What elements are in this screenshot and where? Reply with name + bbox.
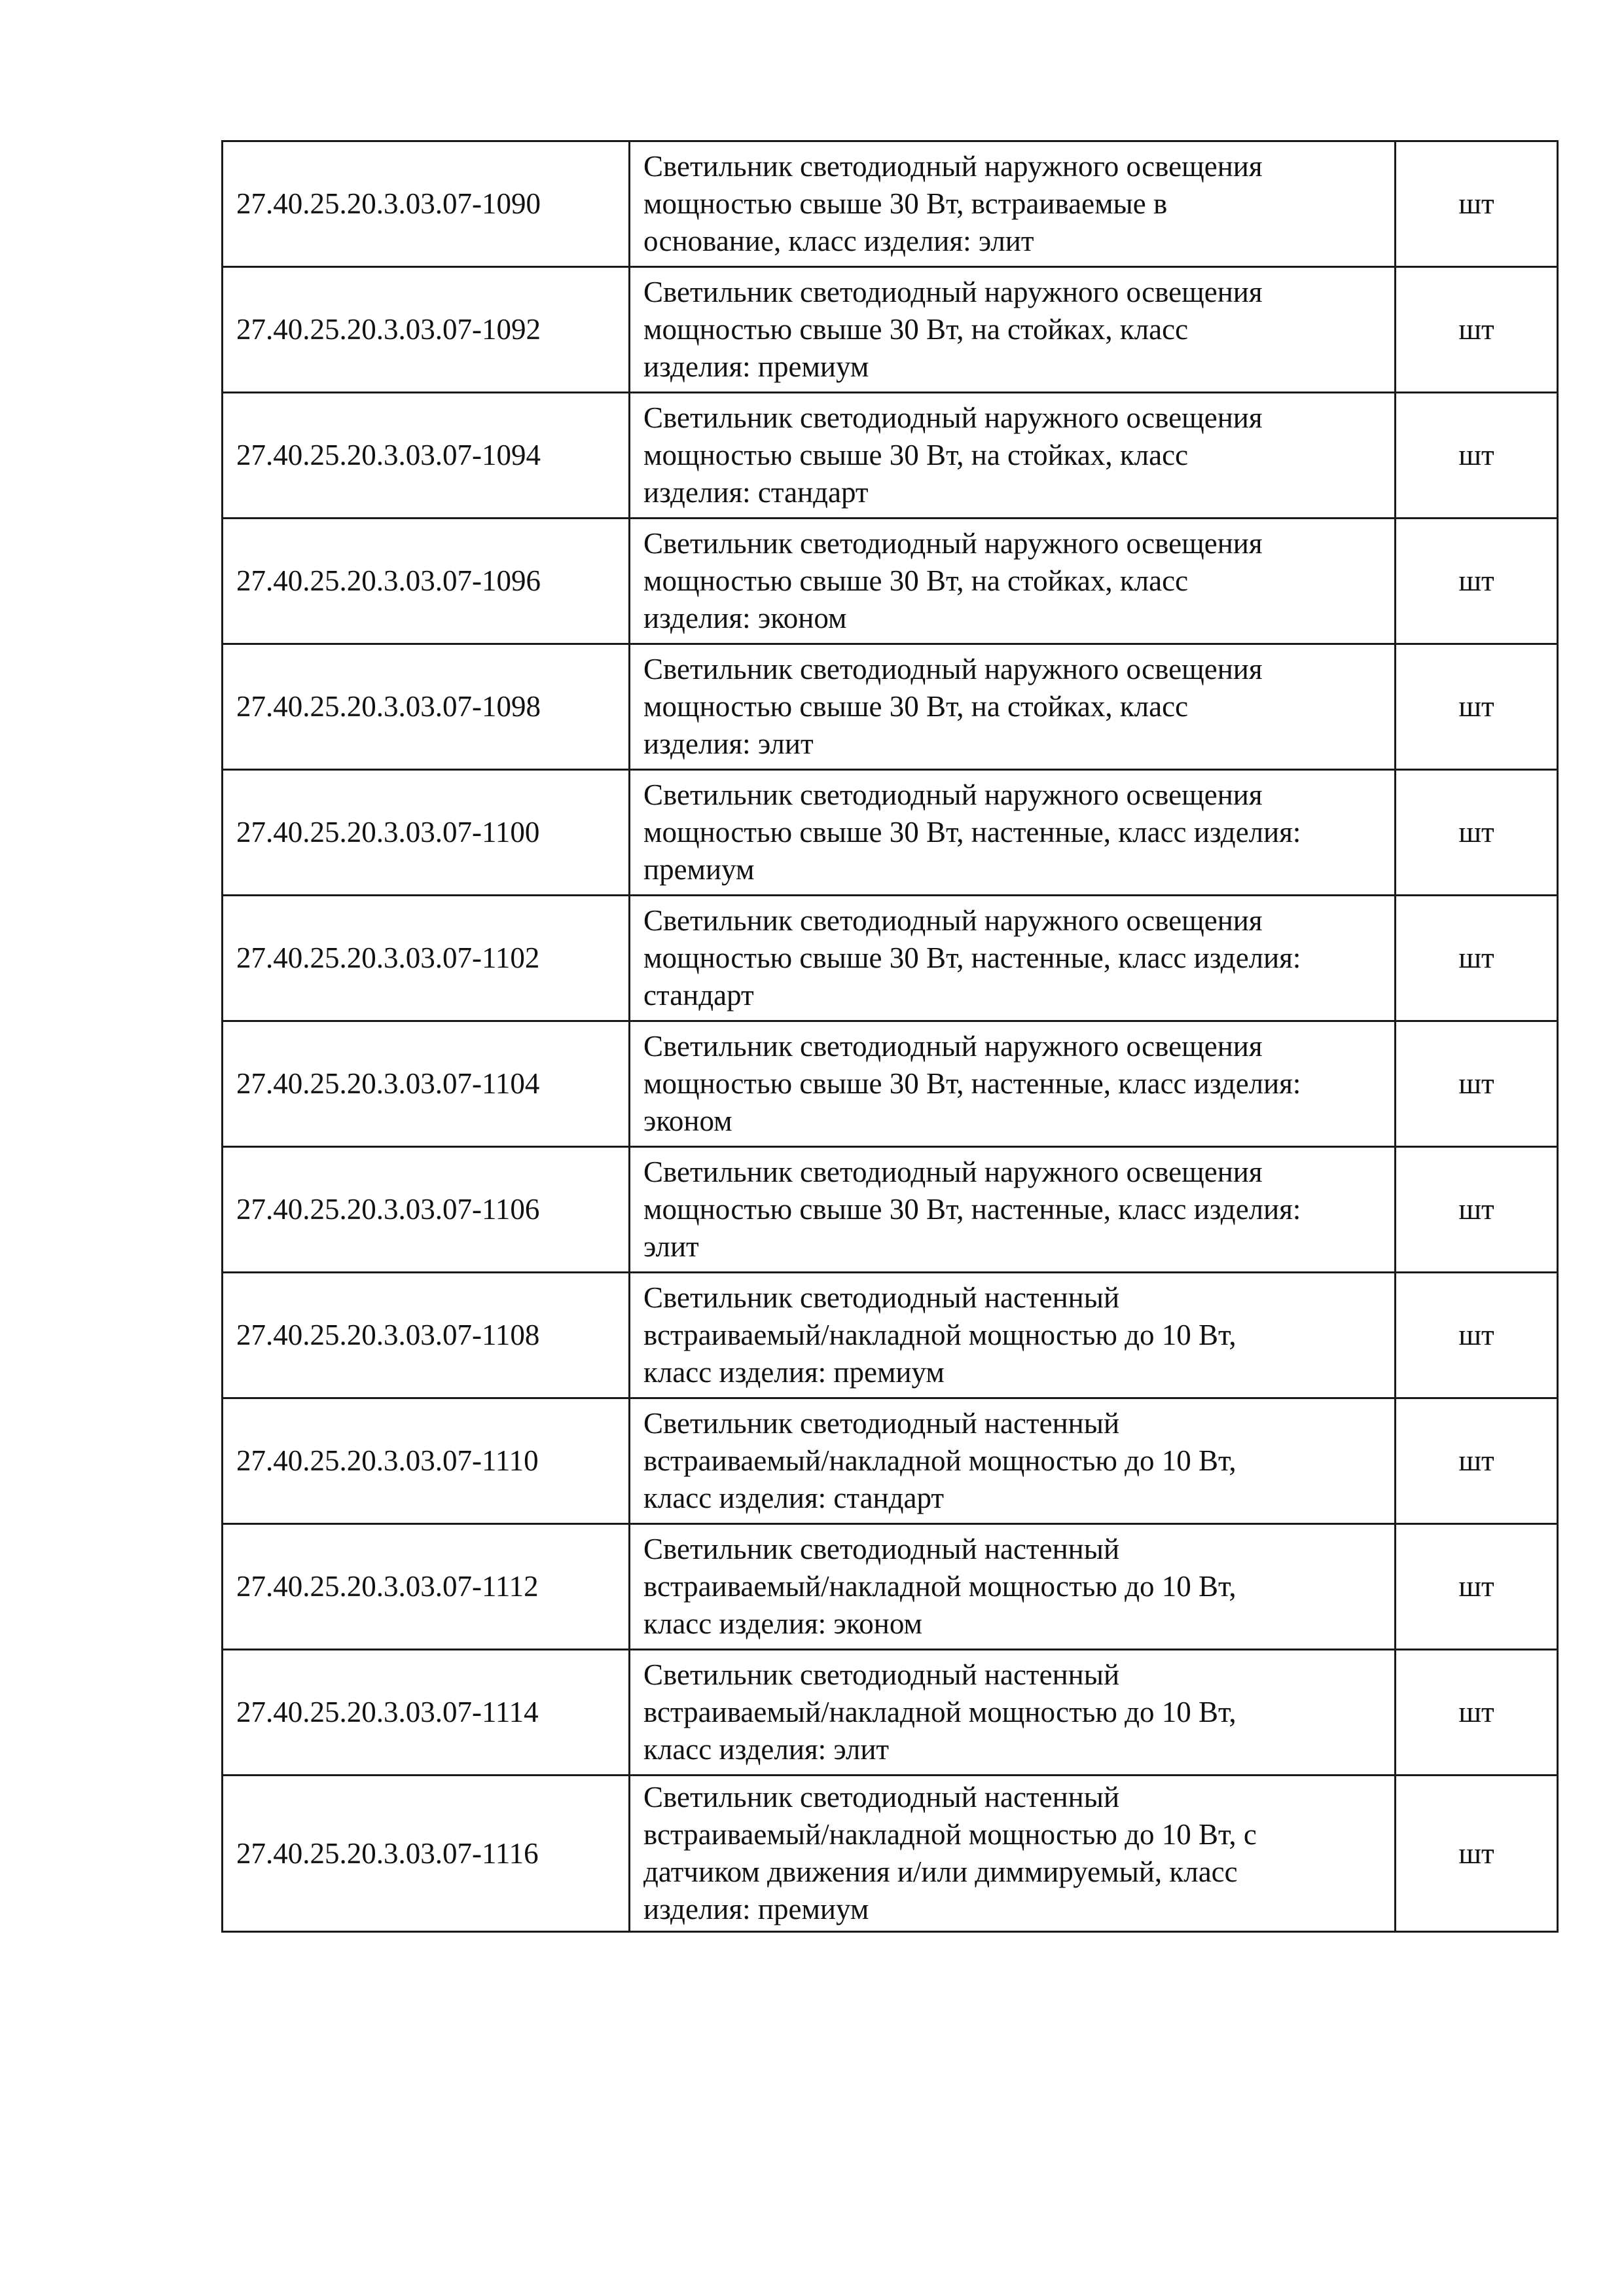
table-row [223,393,1558,519]
description-line: класс изделия: эконом [643,1607,922,1640]
item-description-cell [630,1147,1396,1273]
item-description-cell [630,267,1396,393]
description-line: мощностью свыше 30 Вт, настенные, класс изделия: [643,941,1301,974]
item-description-cell [630,1776,1396,1932]
description-line: элит [643,1230,699,1263]
description-line: Светильник светодиодный наружного освещения [643,150,1263,183]
description-line: эконом [643,1104,732,1137]
description-line: Светильник светодиодный наружного освещения [643,653,1263,685]
unit-cell: шт [1396,1776,1558,1932]
unit-cell: шт [1396,1273,1558,1398]
description-line: мощностью свыше 30 Вт, на стойках, класс [643,313,1189,346]
item-code-cell: 27.40.25.20.3.03.07-1114 [223,1650,630,1776]
description-line: класс изделия: премиум [643,1356,945,1389]
table-row [223,644,1558,770]
table-row [223,519,1558,644]
item-code-cell: 27.40.25.20.3.03.07-1102 [223,896,630,1021]
item-code-cell: 27.40.25.20.3.03.07-1096 [223,519,630,644]
item-description-cell [630,1273,1396,1398]
item-code-cell: 27.40.25.20.3.03.07-1110 [223,1398,630,1524]
unit-cell: шт [1396,644,1558,770]
description-line: мощностью свыше 30 Вт, настенные, класс изделия: [643,816,1301,848]
item-code-cell: 27.40.25.20.3.03.07-1104 [223,1021,630,1147]
table-row [223,1273,1558,1398]
description-line: встраиваемый/накладной мощностью до 10 Вт, с [643,1818,1257,1851]
description-line: премиум [643,853,755,886]
unit-cell: шт [1396,141,1558,267]
item-description-cell [630,644,1396,770]
description-line: изделия: стандарт [643,476,869,509]
description-line: мощностью свыше 30 Вт, настенные, класс изделия: [643,1193,1301,1226]
description-line: мощностью свыше 30 Вт, на стойках, класс [643,439,1189,471]
item-code-cell: 27.40.25.20.3.03.07-1090 [223,141,630,267]
description-line: изделия: эконом [643,602,847,634]
description-line: Светильник светодиодный наружного освещения [643,276,1263,308]
item-description-cell [630,519,1396,644]
table-row [223,1021,1558,1147]
description-line: изделия: премиум [643,350,869,383]
description-line: Светильник светодиодный наружного освещения [643,778,1263,811]
item-description-cell [630,393,1396,519]
item-code-cell: 27.40.25.20.3.03.07-1116 [223,1776,630,1932]
description-line: Светильник светодиодный наружного освещения [643,527,1263,560]
description-line: мощностью свыше 30 Вт, на стойках, класс [643,564,1189,597]
description-line: изделия: элит [643,727,814,760]
item-description-cell [630,1021,1396,1147]
description-line: датчиком движения и/или диммируемый, класс [643,1855,1238,1888]
unit-cell: шт [1396,1147,1558,1273]
item-description-cell [630,770,1396,896]
description-line: встраиваемый/накладной мощностью до 10 Вт, [643,1444,1236,1477]
description-line: встраиваемый/накладной мощностью до 10 Вт, [643,1570,1236,1603]
item-code-cell: 27.40.25.20.3.03.07-1108 [223,1273,630,1398]
unit-cell: шт [1396,267,1558,393]
description-line: Светильник светодиодный наружного освещения [643,1030,1263,1063]
unit-cell: шт [1396,1650,1558,1776]
table-row [223,1776,1558,1932]
table-row [223,1398,1558,1524]
item-code-cell: 27.40.25.20.3.03.07-1094 [223,393,630,519]
table-row [223,267,1558,393]
unit-cell: шт [1396,1524,1558,1650]
description-line: основание, класс изделия: элит [643,225,1034,257]
item-description-cell [630,896,1396,1021]
description-line: Светильник светодиодный настенный [643,1407,1120,1440]
unit-cell: шт [1396,519,1558,644]
unit-cell: шт [1396,1398,1558,1524]
description-line: Светильник светодиодный настенный [643,1533,1120,1565]
item-description-cell [630,141,1396,267]
item-description-cell [630,1524,1396,1650]
description-line: Светильник светодиодный настенный [643,1281,1120,1314]
classifier-table [221,140,1559,1933]
description-line: Светильник светодиодный наружного освещения [643,401,1263,434]
description-line: мощностью свыше 30 Вт, встраиваемые в [643,187,1168,220]
description-line: встраиваемый/накладной мощностью до 10 Вт, [643,1696,1236,1728]
table-row [223,1650,1558,1776]
item-code-cell: 27.40.25.20.3.03.07-1106 [223,1147,630,1273]
item-code-cell: 27.40.25.20.3.03.07-1098 [223,644,630,770]
unit-cell: шт [1396,393,1558,519]
unit-cell: шт [1396,770,1558,896]
unit-cell: шт [1396,896,1558,1021]
table-row [223,896,1558,1021]
table-row [223,141,1558,267]
item-code-cell: 27.40.25.20.3.03.07-1092 [223,267,630,393]
item-description-cell [630,1398,1396,1524]
item-code-cell: 27.40.25.20.3.03.07-1112 [223,1524,630,1650]
table-row [223,1524,1558,1650]
table-row [223,1147,1558,1273]
description-line: класс изделия: элит [643,1733,890,1766]
table-row [223,770,1558,896]
item-description-cell [630,1650,1396,1776]
description-line: Светильник светодиодный настенный [643,1658,1120,1691]
description-line: класс изделия: стандарт [643,1482,945,1514]
description-line: Светильник светодиодный наружного освещения [643,904,1263,937]
description-line: стандарт [643,979,754,1011]
description-line: изделия: премиум [643,1893,869,1925]
description-line: Светильник светодиодный наружного освещения [643,1156,1263,1188]
description-line: мощностью свыше 30 Вт, на стойках, класс [643,690,1189,723]
unit-cell: шт [1396,1021,1558,1147]
description-line: встраиваемый/накладной мощностью до 10 Вт, [643,1319,1236,1351]
item-code-cell: 27.40.25.20.3.03.07-1100 [223,770,630,896]
description-line: Светильник светодиодный настенный [643,1781,1120,1813]
description-line: мощностью свыше 30 Вт, настенные, класс изделия: [643,1067,1301,1100]
table-body [223,141,1558,1932]
